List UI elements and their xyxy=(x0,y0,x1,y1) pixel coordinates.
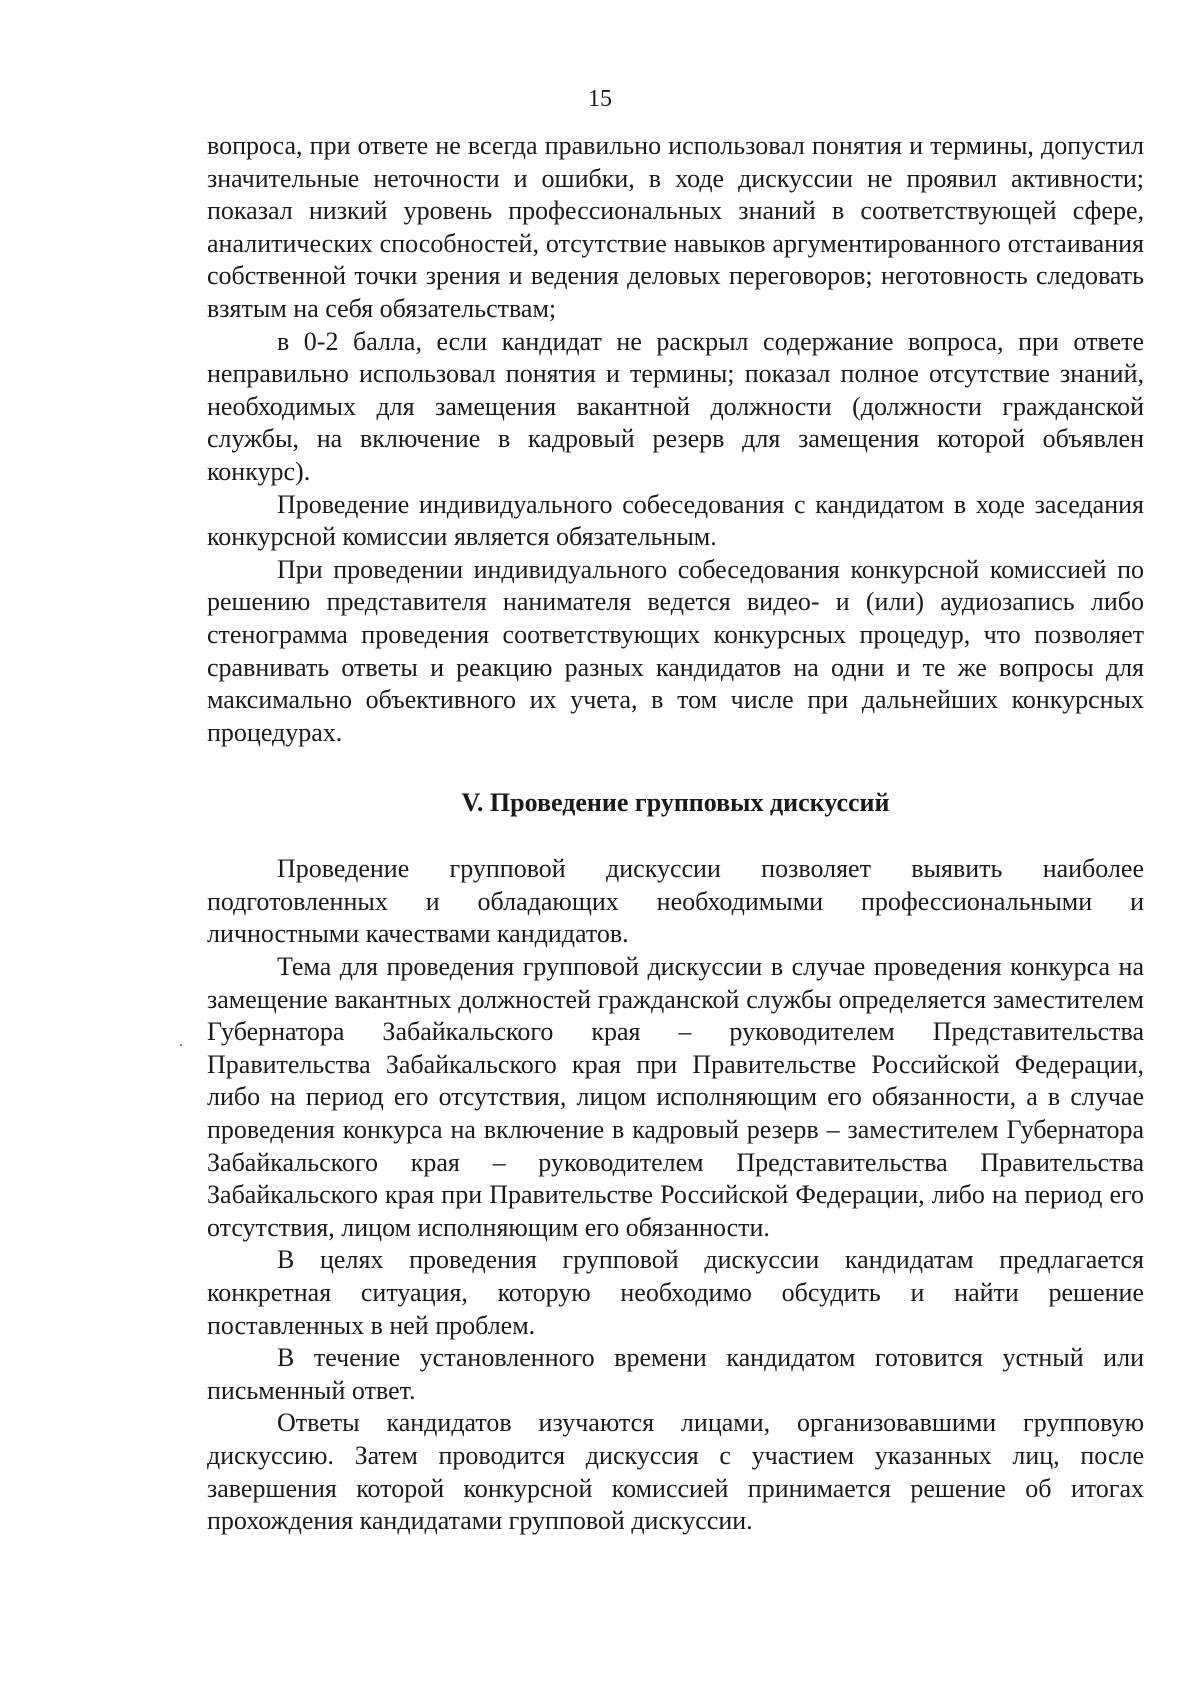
paragraph-continuation: вопроса, при ответе не всегда правильно использовал понятия и термины, допустил значительные неточности и ошибки, в ходе дискуссии не проявил активности; показал низкий уровень профессиональных знаний в соответствующей сфере, аналитических способностей, отсутствие навыков аргументированного отстаивания собственной точки зрения и ведения деловых переговоров; неготовность следовать взятым на себя обязательствам; xyxy=(207,131,1144,323)
document-body xyxy=(207,130,1144,1538)
paragraph-interview-mandatory: Проведение индивидуального собеседования с кандидатом в ходе заседания конкурсной комиссии является обязательным. xyxy=(207,489,1144,552)
page-number: 15 xyxy=(588,86,612,112)
paragraph-score-0-2: в 0-2 балла, если кандидат не раскрыл содержание вопроса, при ответе неправильно использовал понятия и термины; показал полное отсутствие знаний, необходимых для замещения вакантной должности (должности гражданской службы, на включение в кадровый резерв для замещения которой объявлен конкурс). xyxy=(207,326,1144,486)
paragraph-answer-time: В течение установленного времени кандидатом готовится устный или письменный ответ. xyxy=(207,1343,1144,1405)
paragraph-situation: В целях проведения групповой дискуссии кандидатам предлагается конкретная ситуация, которую необходимо обсудить и найти решение поставленных в ней проблем. xyxy=(207,1245,1144,1340)
paragraph-discussion-topic: Тема для проведения групповой дискуссии в случае проведения конкурса на замещение вакантных должностей гражданской службы определяется заместителем Губернатора Забайкальского края – руководителем Представительства Правительства Забайкальского края при Правительстве Российской Федерации, либо на период его отсутствия, лицом исполняющим его обязанности, а в случае проведения конкурса на включение в кадровый резерв – заместителем Губернатора Забайкальского края – руководителем Представительства Правительства Забайкальского края при Правительстве Российской Федерации, либо на период его отсутствия, лицом исполняющим его обязанности. xyxy=(207,952,1144,1242)
scan-speck xyxy=(180,1044,182,1046)
paragraph-group-discussion-purpose: Проведение групповой дискуссии позволяет выявить наиболее подготовленных и обладающих необходимыми профессиональными и личностными качествами кандидатов. xyxy=(207,854,1144,949)
section-heading: V. Проведение групповых дискуссий xyxy=(461,788,890,818)
paragraph-interview-recording: При проведении индивидуального собеседования конкурсной комиссией по решению представителя нанимателя ведется видео- и (или) аудиозапись либо стенограмма проведения соответствующих конкурсных процедур, что позволяет сравнивать ответы и реакцию разных кандидатов на одни и те же вопросы для максимально объективного их учета, в том числе при дальнейших конкурсных процедурах. xyxy=(207,554,1144,747)
paragraph-answers-review: Ответы кандидатов изучаются лицами, организовавшими групповую дискуссию. Затем проводится дискуссия с участием указанных лиц, после завершения которой конкурсной комиссией принимается решение об итогах прохождения кандидатами групповой дискуссии. xyxy=(207,1408,1144,1536)
